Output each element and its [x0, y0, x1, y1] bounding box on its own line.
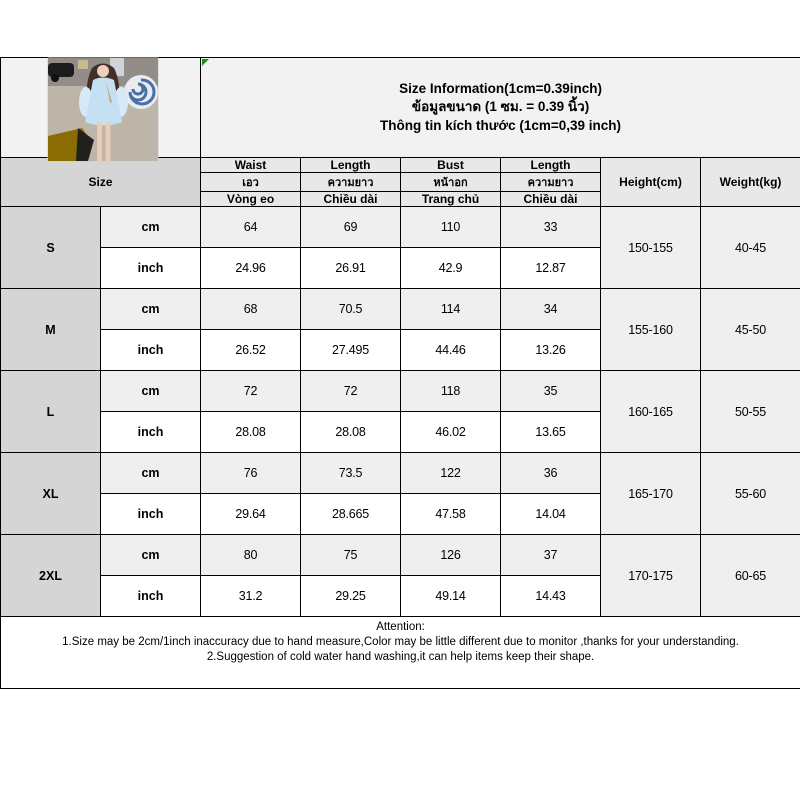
col-header-length2-en: Length — [501, 158, 601, 173]
value-cell: 35 — [501, 371, 601, 412]
value-cell: 37 — [501, 535, 601, 576]
title-line-th: ข้อมูลขนาด (1 ซม. = 0.39 นิ้ว) — [411, 99, 590, 115]
title-line-vi: Thông tin kích thước (1cm=0,39 inch) — [380, 117, 622, 133]
height-range: 155-160 — [601, 289, 701, 371]
col-header-bust-vi: Trang chủ — [401, 192, 501, 207]
value-cell: 44.46 — [401, 330, 501, 371]
value-cell: 49.14 — [401, 576, 501, 617]
weight-range: 50-55 — [701, 371, 800, 453]
product-photo — [48, 58, 158, 161]
col-header-length2-vi: Chiều dài — [501, 192, 601, 207]
value-cell: 47.58 — [401, 494, 501, 535]
value-cell: 36 — [501, 453, 601, 494]
col-header-bust-th: หน้าอก — [401, 173, 501, 192]
attention-line-1: 1.Size may be 2cm/1inch inaccuracy due to hand measure,Color may be little different due to monitor ,thanks for your understanding. — [62, 636, 739, 648]
value-cell: 26.52 — [201, 330, 301, 371]
value-cell: 31.2 — [201, 576, 301, 617]
col-header-waist-en: Waist — [201, 158, 301, 173]
height-range: 165-170 — [601, 453, 701, 535]
col-header-weight: Weight(kg) — [701, 158, 800, 207]
unit-label-cm: cm — [101, 371, 201, 412]
height-range: 150-155 — [601, 207, 701, 289]
value-cell: 13.65 — [501, 412, 601, 453]
size-label-l: L — [1, 371, 101, 453]
value-cell: 12.87 — [501, 248, 601, 289]
value-cell: 14.43 — [501, 576, 601, 617]
unit-label-inch: inch — [101, 248, 201, 289]
height-range: 170-175 — [601, 535, 701, 617]
unit-label-cm: cm — [101, 289, 201, 330]
weight-range: 45-50 — [701, 289, 800, 371]
weight-range: 55-60 — [701, 453, 800, 535]
height-range: 160-165 — [601, 371, 701, 453]
attention-note — [1, 617, 800, 689]
value-cell: 126 — [401, 535, 501, 576]
size-header: Size — [1, 158, 201, 207]
size-label-xl: XL — [1, 453, 101, 535]
value-cell: 68 — [201, 289, 301, 330]
value-cell: 27.495 — [301, 330, 401, 371]
col-header-waist-vi: Vòng eo — [201, 192, 301, 207]
value-cell: 46.02 — [401, 412, 501, 453]
value-cell: 24.96 — [201, 248, 301, 289]
unit-label-cm: cm — [101, 453, 201, 494]
value-cell: 73.5 — [301, 453, 401, 494]
col-header-length2-th: ความยาว — [501, 173, 601, 192]
weight-range: 40-45 — [701, 207, 800, 289]
value-cell: 122 — [401, 453, 501, 494]
value-cell: 13.26 — [501, 330, 601, 371]
value-cell: 42.9 — [401, 248, 501, 289]
unit-label-cm: cm — [101, 535, 201, 576]
value-cell: 28.08 — [201, 412, 301, 453]
unit-label-cm: cm — [101, 207, 201, 248]
title-cell — [201, 58, 800, 158]
col-header-length1-en: Length — [301, 158, 401, 173]
col-header-bust-en: Bust — [401, 158, 501, 173]
value-cell: 29.25 — [301, 576, 401, 617]
value-cell: 28.08 — [301, 412, 401, 453]
attention-line-2: 2.Suggestion of cold water hand washing,it can help items keep their shape. — [206, 651, 595, 663]
unit-label-inch: inch — [101, 330, 201, 371]
value-cell: 29.64 — [201, 494, 301, 535]
col-header-waist-th: เอว — [201, 173, 301, 192]
size-label-s: S — [1, 207, 101, 289]
value-cell: 70.5 — [301, 289, 401, 330]
value-cell: 75 — [301, 535, 401, 576]
size-label-2xl: 2XL — [1, 535, 101, 617]
col-header-length1-th: ความยาว — [301, 173, 401, 192]
value-cell: 76 — [201, 453, 301, 494]
col-header-length1-vi: Chiều dài — [301, 192, 401, 207]
col-header-height: Height(cm) — [601, 158, 701, 207]
attention-heading: Attention: — [376, 621, 425, 633]
value-cell: 80 — [201, 535, 301, 576]
value-cell: 34 — [501, 289, 601, 330]
unit-label-inch: inch — [101, 494, 201, 535]
weight-range: 60-65 — [701, 535, 800, 617]
value-cell: 118 — [401, 371, 501, 412]
product-photo-art — [48, 58, 158, 161]
cell-corner-marker-icon — [202, 59, 209, 66]
value-cell: 69 — [301, 207, 401, 248]
value-cell: 64 — [201, 207, 301, 248]
title-line-en: Size Information(1cm=0.39inch) — [399, 80, 602, 96]
unit-label-inch: inch — [101, 412, 201, 453]
value-cell: 26.91 — [301, 248, 401, 289]
unit-label-inch: inch — [101, 576, 201, 617]
value-cell: 110 — [401, 207, 501, 248]
value-cell: 72 — [301, 371, 401, 412]
size-label-m: M — [1, 289, 101, 371]
value-cell: 114 — [401, 289, 501, 330]
value-cell: 33 — [501, 207, 601, 248]
value-cell: 28.665 — [301, 494, 401, 535]
value-cell: 14.04 — [501, 494, 601, 535]
value-cell: 72 — [201, 371, 301, 412]
